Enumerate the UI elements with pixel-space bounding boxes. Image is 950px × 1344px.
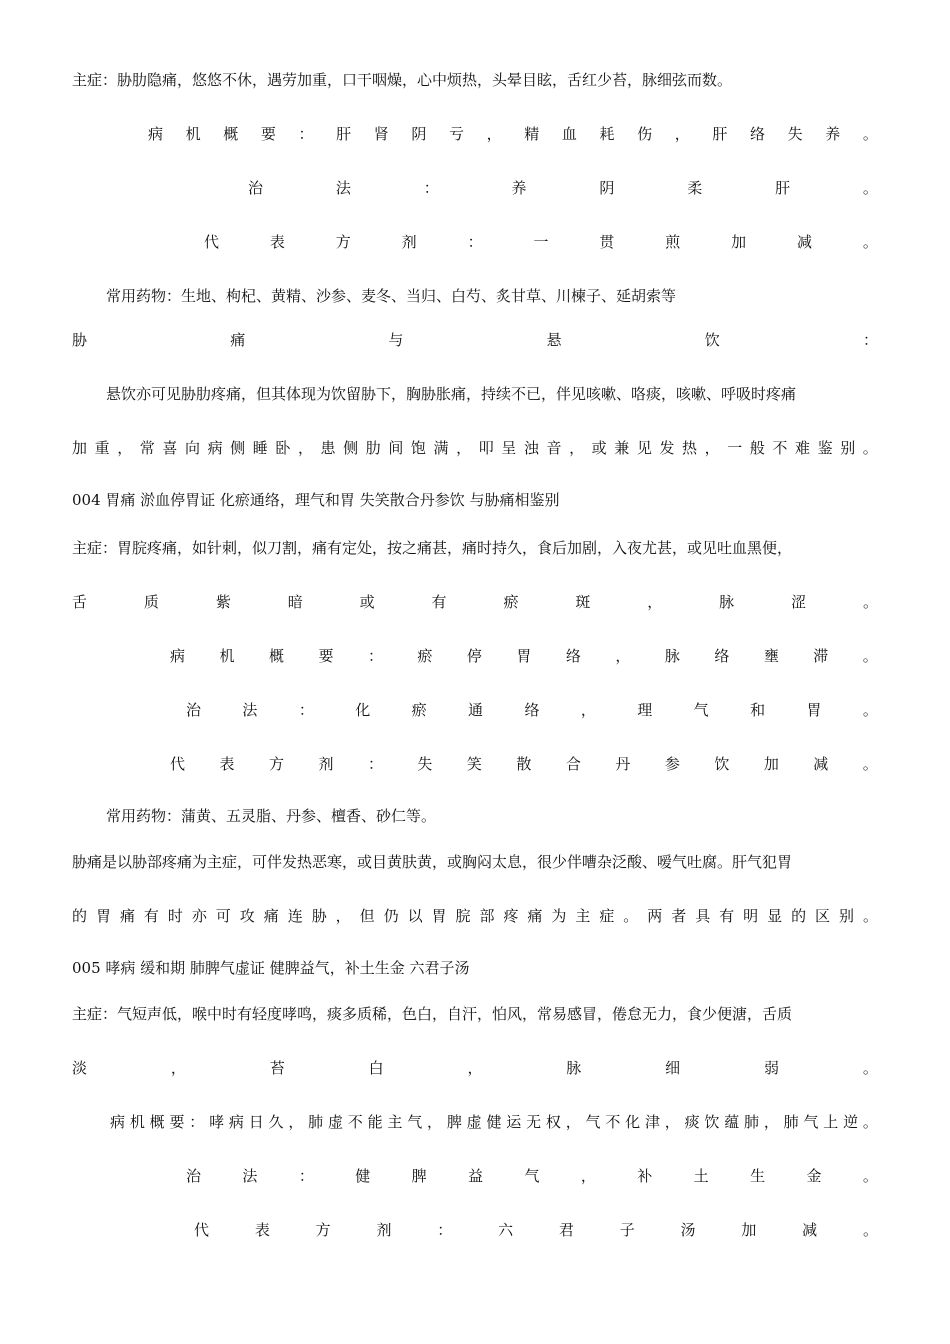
- text-line: 代 表 方 剂 ： 六 君 子 汤 加 减 。: [194, 1221, 878, 1239]
- text-line: 主症：气短声低，喉中时有轻度哮鸣，痰多质稀，色白，自汗，怕风，常易感冒，倦怠无力，食少便溏，舌质: [72, 1005, 793, 1023]
- text-line: 代 表 方 剂 ： 一 贯 煎 加 减 。: [204, 233, 878, 251]
- text-line: 加 重 ， 常 喜 向 病 侧 睡 卧 ， 患 侧 肋 间 饱 满 ， 叩 呈 浊 音 ， 或 兼 见 发 热 ， 一 般 不 难 鉴 别 。: [72, 439, 878, 457]
- text-line: 的 胃 痛 有 时 亦 可 攻 痛 连 胁 ， 但 仍 以 胃 脘 部 疼 痛 为 主 症 。 两 者 具 有 明 显 的 区 别 。: [72, 907, 878, 925]
- text-line: 悬饮亦可见胁肋疼痛，但其体现为饮留胁下，胸胁胀痛，持续不已，伴见咳嗽、咯痰，咳嗽、呼吸时疼痛: [106, 385, 797, 403]
- text-line: 常用药物：生地、枸杞、黄精、沙参、麦冬、当归、白芍、炙甘草、川楝子、延胡索等: [106, 287, 677, 305]
- text-line: 主症：胃脘疼痛，如针刺，似刀割，痛有定处，按之痛甚，痛时持久，食后加剧，入夜尤甚，或见吐血黑便，: [72, 539, 793, 557]
- text-line: 主症：胁肋隐痛，悠悠不休，遇劳加重，口干咽燥，心中烦热，头晕目眩，舌红少苔，脉细弦而数。: [72, 71, 733, 89]
- text-line: 005 哮病 缓和期 肺脾气虚证 健脾益气，补土生金 六君子汤: [72, 959, 470, 977]
- text-line: 淡 ， 苔 白 ， 脉 细 弱 。: [72, 1059, 878, 1077]
- text-line: 胁痛是以胁部疼痛为主症，可伴发热恶寒，或目黄肤黄，或胸闷太息，很少伴嘈杂泛酸、嗳气吐腐。肝气犯胃: [72, 853, 793, 871]
- text-line: 治 法 ： 健 脾 益 气 ， 补 土 生 金 。: [186, 1167, 878, 1185]
- text-line: 病 机 概 要 ： 肝 肾 阴 亏 ， 精 血 耗 伤 ， 肝 络 失 养 。: [148, 125, 878, 143]
- text-line: 代 表 方 剂 ： 失 笑 散 合 丹 参 饮 加 减 。: [170, 755, 878, 773]
- text-line: 004 胃痛 淤血停胃证 化瘀通络，理气和胃 失笑散合丹参饮 与胁痛相鉴别: [72, 491, 560, 509]
- text-line: 治 法 ： 养 阴 柔 肝 。: [248, 179, 878, 197]
- text-line: 舌 质 紫 暗 或 有 瘀 斑 ， 脉 涩 。: [72, 593, 878, 611]
- text-line: 治 法 ： 化 瘀 通 络 ， 理 气 和 胃 。: [186, 701, 878, 719]
- text-line: 常用药物：蒲黄、五灵脂、丹参、檀香、砂仁等。: [106, 807, 437, 825]
- text-line: 病 机 概 要 ： 哮 病 日 久 ， 肺 虚 不 能 主 气 ， 脾 虚 健 运 无 权 ， 气 不 化 津 ， 痰 饮 蕴 肺 ， 肺 气 上 逆 。: [110, 1113, 878, 1131]
- text-line: 病 机 概 要 ： 瘀 停 胃 络 ， 脉 络 壅 滞 。: [170, 647, 878, 665]
- text-line: 胁 痛 与 悬 饮 ：: [72, 331, 878, 349]
